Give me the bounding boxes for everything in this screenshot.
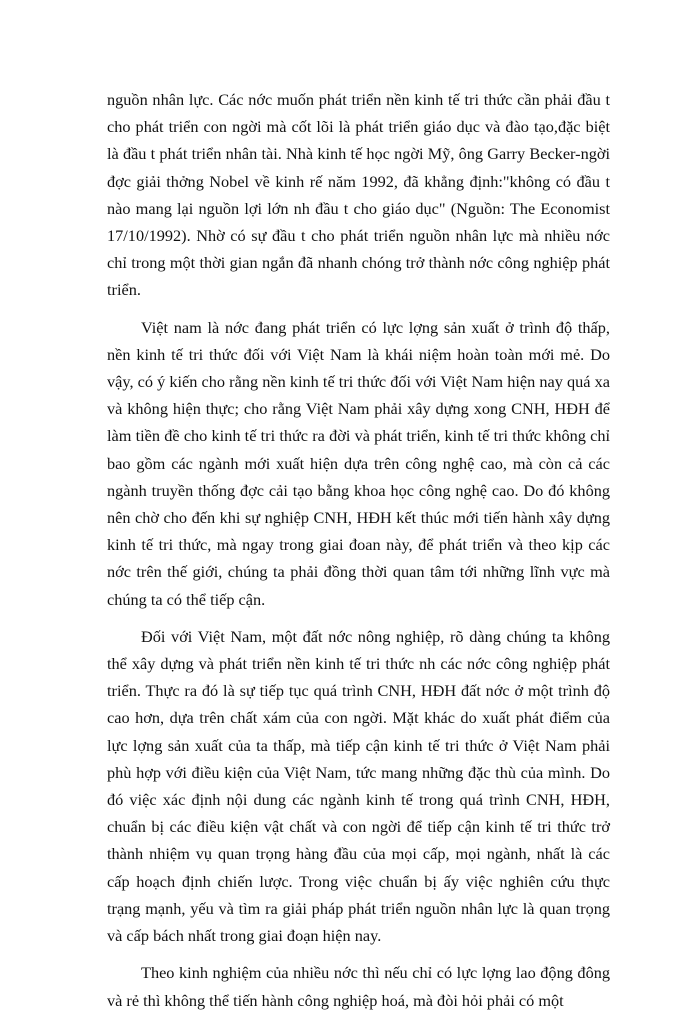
- paragraph-3: Đối với Việt Nam, một đất nớc nông nghiệp, rõ dàng chúng ta không thể xây dựng và phát triển nền kinh tế tri thức nh các nớc công nghiệp phát triển. Thực ra đó là sự tiếp tục quá trình CNH, HĐH đất nớc ở một trình độ cao hơn, dựa trên chất xám của con ngời. Mặt khác do xuất phát điểm của lực lợng sản xuất của ta thấp, mà tiếp cận kinh tế tri thức ở Việt Nam phải phù hợp với điều kiện của Việt Nam, tức mang những đặc thù của mình. Do đó việc xác định nội dung các ngành kinh tế trong quá trình CNH, HĐH, chuẩn bị các điều kiện vật chất và con ngời để tiếp cận kinh tế tri thức trở thành nhiệm vụ quan trọng hàng đầu của mọi cấp, mọi ngành, nhất là các cấp hoạch định chiến lược. Trong việc chuẩn bị ấy việc nghiên cứu thực trạng mạnh, yếu và tìm ra giải pháp phát triển nguồn nhân lực là quan trọng và cấp bách nhất trong giai đoạn hiện nay.: [107, 626, 610, 946]
- paragraph-4: Theo kinh nghiệm của nhiều nớc thì nếu chỉ có lực lợng lao động đông và rẻ thì không thể tiến hành công nghiệp hoá, mà đòi hỏi phải có một: [107, 963, 610, 1010]
- paragraph-2: Việt nam là nớc đang phát triển có lực lợng sản xuất ở trình độ thấp, nền kinh tế tri thức đối với Việt Nam là khái niệm hoàn toàn mới mẻ. Do vậy, có ý kiến cho rằng nền kinh tế tri thức đối với Việt Nam hiện nay quá xa và không hiện thực; cho rằng Việt Nam phải xây dựng xong CNH, HĐH để làm tiền đề cho kinh tế tri thức ra đời và phát triển, kinh tế tri thức không chỉ bao gồm các ngành mới xuất hiện dựa trên công nghệ cao, mà còn cả các ngành truyền thống đợc cải tạo bằng khoa học công nghệ cao. Do đó không nên chờ cho đến khi sự nghiệp CNH, HĐH kết thúc mới tiến hành xây dựng kinh tế tri thức, mà ngay trong giai đoan này, để phát triển và theo kịp các nớc trên thế giới, chúng ta phải đồng thời quan tâm tới những lĩnh vực mà chúng ta có thể tiếp cận.: [107, 317, 610, 609]
- paragraph-1: nguồn nhân lực. Các nớc muốn phát triển nền kinh tế tri thức cần phải đầu t cho phát triển con ngời mà cốt lõi là phát triển giáo dục và đào tạo,đặc biệt là đầu t phát triển nhân tài. Nhà kinh tế học ngời Mỹ, ông Garry Becker-ngời đợc giải thởng Nobel về kinh rế năm 1992, đã khẳng định:"không có đầu t nào mang lại nguồn lợi lớn nh đầu t cho giáo dục" (Nguồn: The Economist 17/10/1992). Nhờ có sự đầu t cho phát triển nguồn nhân lực mà nhiều nớc chỉ trong một thời gian ngắn đã nhanh chóng trở thành nớc công nghiệp phát triển.: [107, 90, 610, 300]
